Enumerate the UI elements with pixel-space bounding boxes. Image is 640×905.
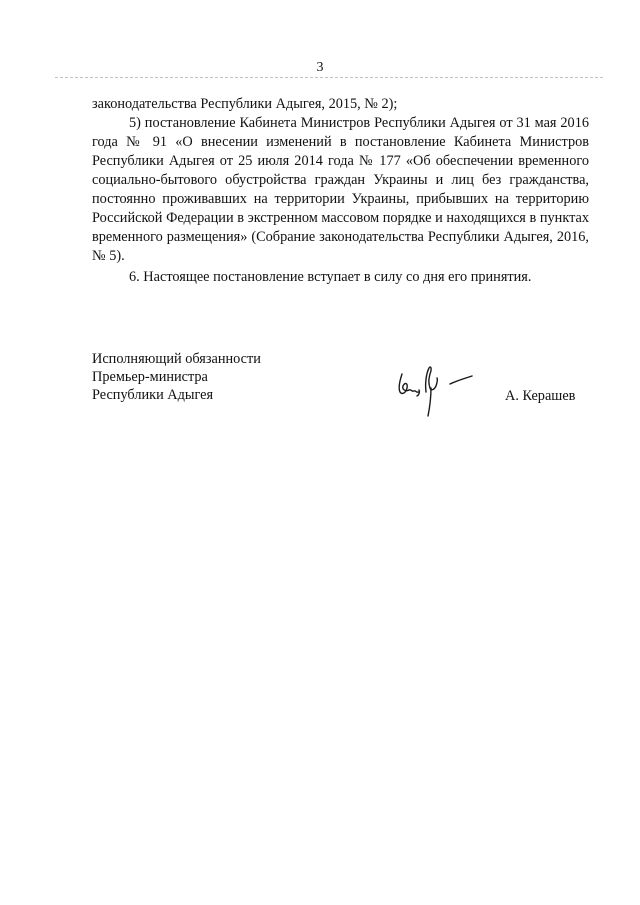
scan-artifact-line (55, 77, 603, 78)
signatory-position-line-2: Премьер-министра (92, 369, 208, 385)
signatory-position-line-1: Исполняющий обязанности (92, 351, 261, 367)
page-number: 3 (316, 60, 324, 75)
signatory-position-line-3: Республики Адыгея (92, 387, 214, 403)
signatory-position (92, 350, 261, 404)
paragraph-item-6: 6. Настоящее постановление вступает в силу со дня его принятия. (129, 269, 532, 285)
handwritten-signature (392, 352, 482, 422)
paragraph-continuation: законодательства Республики Адыгея, 2015, № 2); (92, 96, 398, 112)
paragraph-item-5: 5) постановление Кабинета Министров Республики Адыгея от 31 мая 2016 года № 91 «О внесении изменений в постановление Кабинета Министров Республики Адыгея от 25 июля 2014 года № 177 «Об обеспечении временного социально-бытового обустройства граждан Украины и лиц без гражданства, постоянно проживавших на территории Украины, прибывших на территорию Российской Федерации в экстренном массовом порядке и находящихся в пунктах временного размещения» (Собрание законодательства Республики Адыгея, 2016, № 5). (92, 115, 589, 264)
signatory-name: А. Керашев (505, 388, 576, 404)
